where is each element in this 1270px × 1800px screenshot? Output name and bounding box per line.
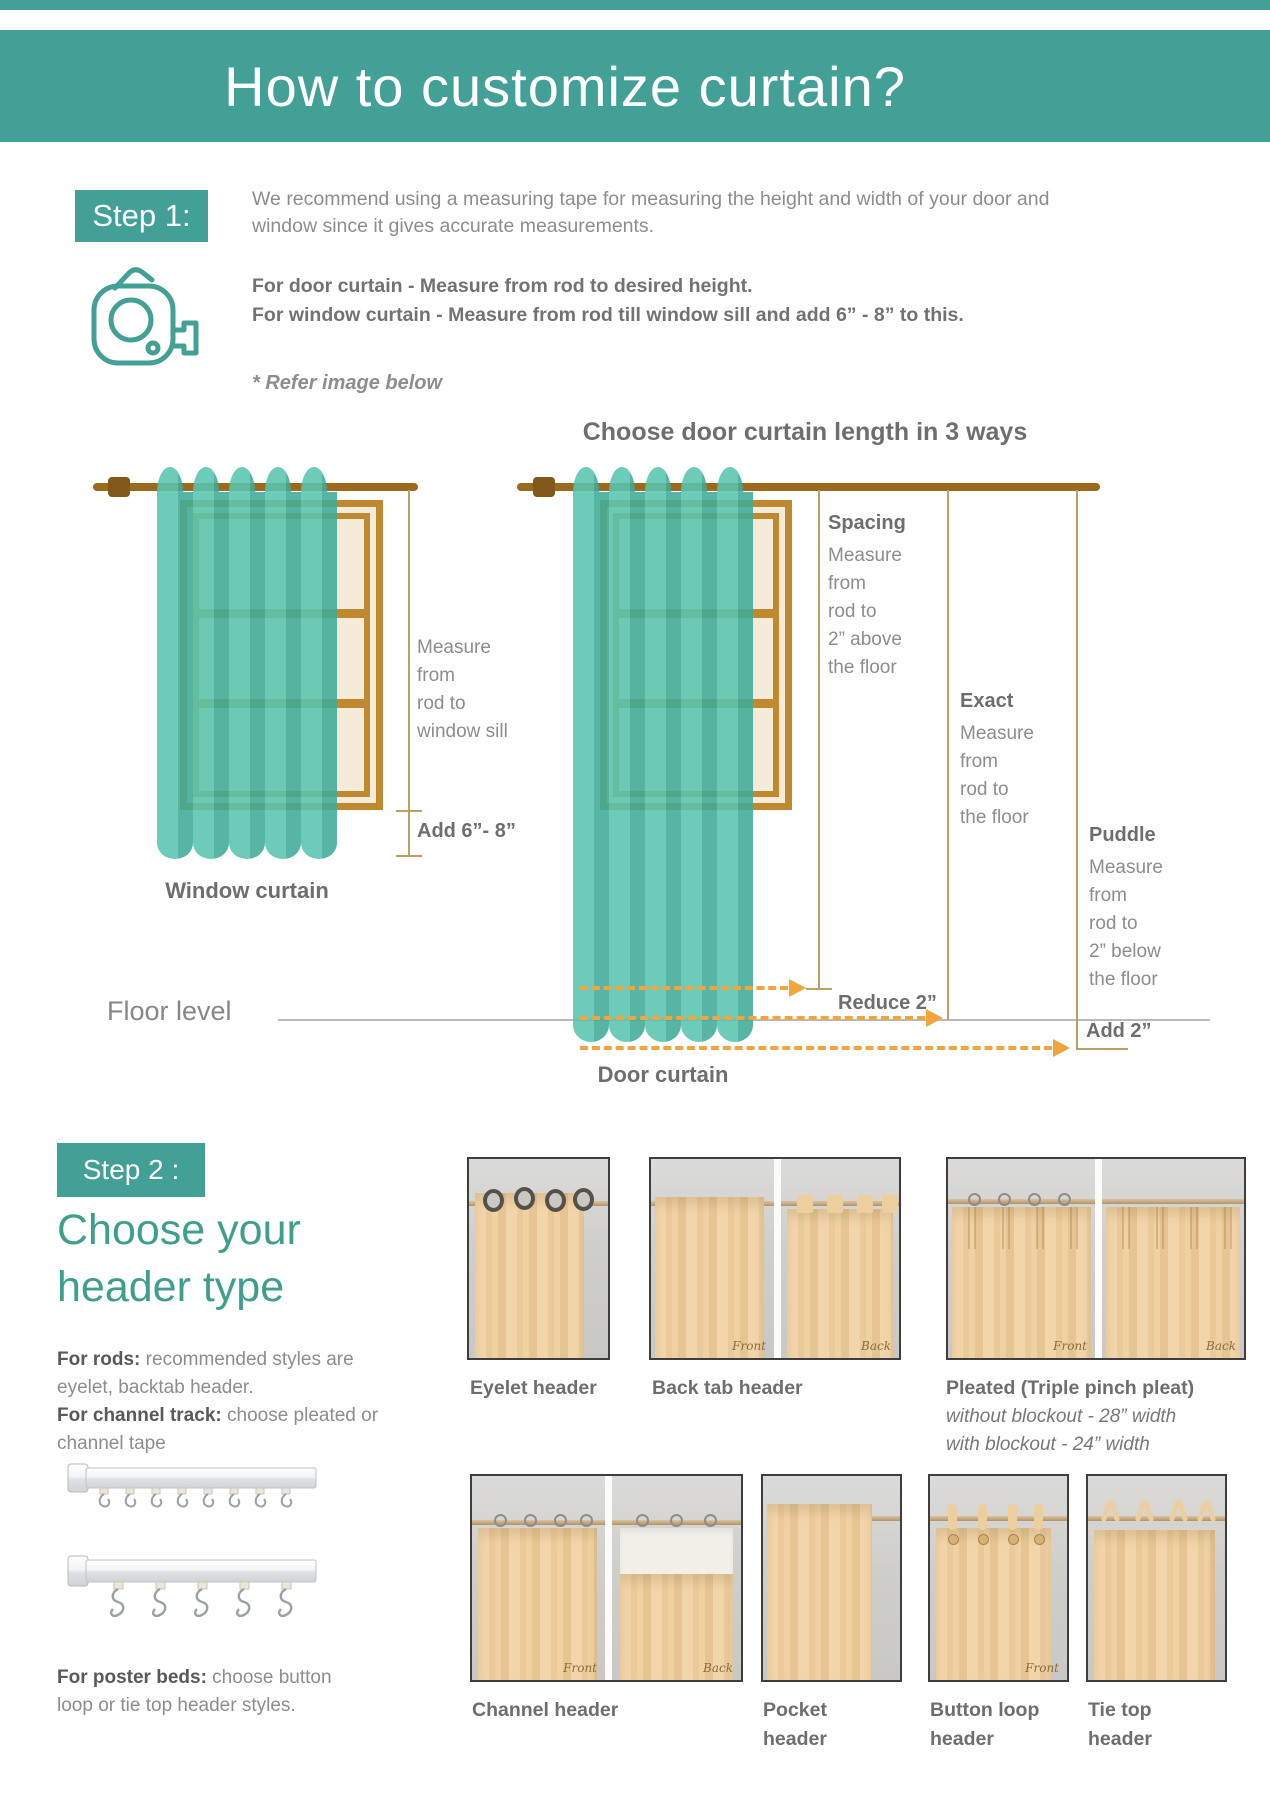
reduce-dash-line <box>580 986 788 990</box>
door-curtain-instruction: For door curtain - Measure from rod to desired height. <box>252 275 753 297</box>
back-script: Back <box>703 1661 733 1675</box>
orange-arrow-right-icon <box>926 1009 943 1027</box>
page-title: How to customize curtain? <box>224 54 906 118</box>
add-note: Add 2” <box>1086 1020 1152 1042</box>
back-script: Back <box>861 1339 891 1353</box>
spacing-end-tick <box>806 988 832 990</box>
title-banner <box>0 30 1270 142</box>
window-curtain-instruction: For window curtain - Measure from rod till window sill and add 6” - 8” to this. <box>252 304 964 326</box>
puddle-option: Puddle Measure from rod to 2” below the floor <box>1089 824 1163 990</box>
window-measure-text: Measure from rod to window sill <box>417 637 508 742</box>
rods-label: For rods: <box>57 1349 141 1370</box>
window-rod-finial <box>108 477 130 497</box>
rods-paragraph: For rods: recommended styles are eyelet, backtab header. For channel track: choose pleated or channel tape <box>57 1349 379 1454</box>
step2-heading: Choose your header type <box>57 1206 301 1311</box>
poster-beds-label: For poster beds: <box>57 1667 207 1688</box>
window-curtain-illustration <box>157 465 337 867</box>
pleated-without-blockout-note: without blockout - 28” width <box>946 1406 1177 1427</box>
channel-header-label: Channel header <box>472 1699 619 1721</box>
door-curtain-label: Door curtain <box>597 1062 729 1087</box>
refer-image-note: * Refer image below <box>252 372 443 394</box>
floor-dash-line <box>580 1016 925 1020</box>
step2-badge: Step 2 : <box>57 1143 205 1197</box>
puddle-measure-line <box>1076 490 1078 1050</box>
front-script: Front <box>732 1339 766 1353</box>
pocket-header-photo <box>761 1474 902 1682</box>
step1-badge: Step 1: <box>75 190 208 242</box>
exact-option: Exact Measure from rod to the floor <box>960 690 1034 828</box>
orange-arrow-right-icon <box>1053 1039 1070 1057</box>
pleated-header-label: Pleated (Triple pinch pleat) <box>946 1377 1195 1399</box>
pleated-with-blockout-note: with blockout - 24” width <box>946 1434 1150 1455</box>
pleated-header-photo <box>946 1157 1246 1360</box>
top-accent-strip <box>0 0 1270 10</box>
floor-level-label: Floor level <box>107 996 232 1026</box>
pocket-header-label: Pocket header <box>763 1699 827 1750</box>
eyelet-header-photo <box>467 1157 610 1360</box>
spacing-option: Spacing Measure from rod to 2” above the floor <box>828 512 906 678</box>
window-sill-tick <box>396 810 422 812</box>
window-measure-line <box>408 490 410 857</box>
window-add-note: Add 6”- 8” <box>417 820 516 842</box>
door-rod-finial <box>533 477 555 497</box>
channel-track-rollers-icon <box>60 1460 320 1536</box>
tie-top-header-photo <box>1086 1474 1227 1682</box>
button-loop-header-label: Button loop header <box>930 1699 1040 1750</box>
front-script: Front <box>1025 1661 1059 1675</box>
channel-track-s-hooks-icon <box>60 1548 320 1648</box>
channel-header-photo <box>470 1474 743 1682</box>
window-add-tick <box>396 855 422 857</box>
back-script: Back <box>1206 1339 1236 1353</box>
front-script: Front <box>563 1661 597 1675</box>
measuring-tape-icon <box>85 260 200 372</box>
front-script: Front <box>1053 1339 1087 1353</box>
exact-measure-line <box>947 490 949 1020</box>
orange-arrow-right-icon <box>789 979 806 997</box>
puddle-end-tick <box>1076 1048 1128 1050</box>
add-dash-line <box>580 1046 1052 1050</box>
door-curtain-illustration <box>573 465 753 1050</box>
step1-intro-text: We recommend using a measuring tape for measuring the height and width of your door and window since it gives accurate measurements. <box>252 188 1050 237</box>
eyelet-header-label: Eyelet header <box>470 1377 597 1399</box>
button-loop-header-photo <box>928 1474 1069 1682</box>
reduce-note: Reduce 2” <box>838 992 937 1014</box>
back-tab-header-photo <box>649 1157 901 1360</box>
channel-track-label: For channel track: <box>57 1405 222 1426</box>
step1-instructions <box>252 272 1152 330</box>
back-tab-header-label: Back tab header <box>652 1377 803 1399</box>
window-curtain-label: Window curtain <box>165 878 329 903</box>
diagram-title: Choose door curtain length in 3 ways <box>582 418 1028 446</box>
tie-top-header-label: Tie top header <box>1088 1699 1152 1750</box>
spacing-measure-line <box>818 490 820 990</box>
poster-beds-paragraph: For poster beds: choose button loop or tie top header styles. <box>57 1667 332 1716</box>
